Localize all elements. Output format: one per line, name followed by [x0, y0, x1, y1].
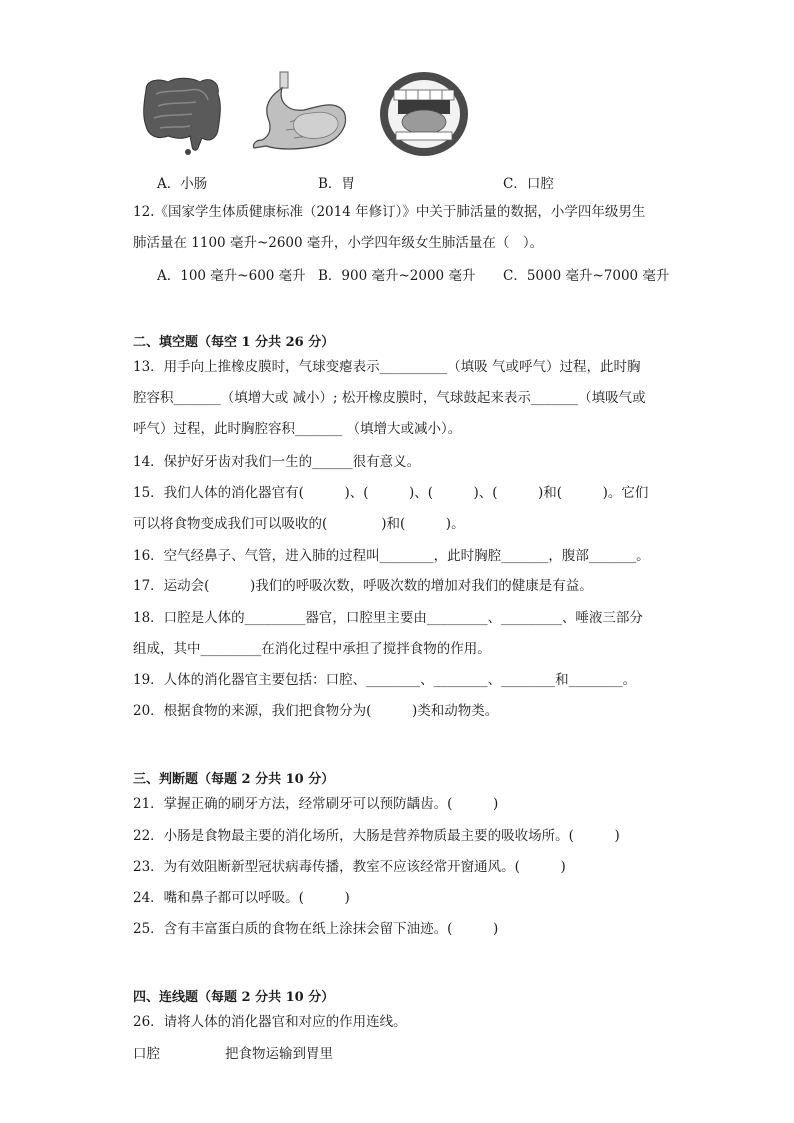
section-2-line: 19．人体的消化器官主要包括：口腔、________、________、________和________。 [133, 672, 637, 688]
oral-cavity-image [378, 70, 470, 158]
section-3-line: 23．为有效阻断新型冠状病毒传播，教室不应该经常开窗通风。( ) [133, 859, 566, 875]
q11-option-a: A．小肠 [157, 176, 208, 192]
q12-line-1: 12.《国家学生体质健康标准（2014 年修订）》中关于肺活量的数据，小学四年级男生 [133, 204, 646, 220]
q26-prompt: 26．请将人体的消化器官和对应的作用连线。 [133, 1014, 407, 1030]
section-3-title: 三、判断题（每题 2 分共 10 分） [133, 772, 335, 787]
section-2-line: 16．空气经鼻子、气管，进入肺的过程叫________，此时胸腔_______，腹部_______。 [133, 548, 650, 564]
q11-option-b: B．胃 [318, 176, 355, 192]
section-2-title: 二、填空题（每空 1 分共 26 分） [133, 335, 335, 350]
stomach-image [250, 70, 350, 154]
section-3-line: 24．嘴和鼻子都可以呼吸。( ) [133, 890, 350, 906]
section-2-line: 18．口腔是人体的_________器官，口腔里主要由_________、_________、唾液三部分 [133, 610, 643, 626]
q12-option-c: C．5000 毫升~7000 毫升 [503, 268, 670, 284]
q11-option-c: C．口腔 [503, 176, 554, 192]
match-left-item: 口腔 [133, 1046, 160, 1062]
section-2-line: 20．根据食物的来源，我们把食物分为( )类和动物类。 [133, 703, 499, 719]
section-2-line: 17．运动会( )我们的呼吸次数，呼吸次数的增加对我们的健康是有益。 [133, 578, 593, 594]
section-2-line: 呼气）过程，此时胸腔容积_______ （填增大或减小）。 [133, 421, 462, 437]
q12-option-a: A．100 毫升~600 毫升 [157, 268, 306, 284]
q12-line-2: 肺活量在 1100 毫升~2600 毫升，小学四年级女生肺活量在（ ）。 [133, 235, 544, 251]
section-2-line: 组成，其中_________在消化过程中承担了搅拌食物的作用。 [133, 641, 491, 657]
section-4-title: 四、连线题（每题 2 分共 10 分） [133, 990, 335, 1005]
section-2-line: 可以将食物变成我们可以吸收的( )和( )。 [133, 516, 465, 532]
match-right-item: 把食物运输到胃里 [225, 1046, 333, 1062]
section-2-line: 15．我们人体的消化器官有( )、( )、( )、( )和( )。它们 [133, 485, 649, 501]
section-3-line: 22．小肠是食物最主要的消化场所，大肠是营养物质最主要的吸收场所。( ) [133, 828, 620, 844]
section-3-line: 25．含有丰富蛋白质的食物在纸上涂抹会留下油迹。( ) [133, 921, 499, 937]
section-3-line: 21．掌握正确的刷牙方法，经常刷牙可以预防龋齿。( ) [133, 796, 499, 812]
section-2-line: 13．用手向上推橡皮膜时，气球变瘪表示__________（填吸 气或呼气）过程，此时胸 [133, 359, 641, 375]
large-intestine-image [138, 70, 226, 158]
section-2-line: 腔容积_______（填增大或 减小）; 松开橡皮膜时，气球鼓起来表示_______（填吸气或 [133, 390, 646, 406]
section-2-line: 14．保护好牙齿对我们一生的______很有意义。 [133, 454, 421, 470]
q12-option-b: B．900 毫升~2000 毫升 [318, 268, 476, 284]
